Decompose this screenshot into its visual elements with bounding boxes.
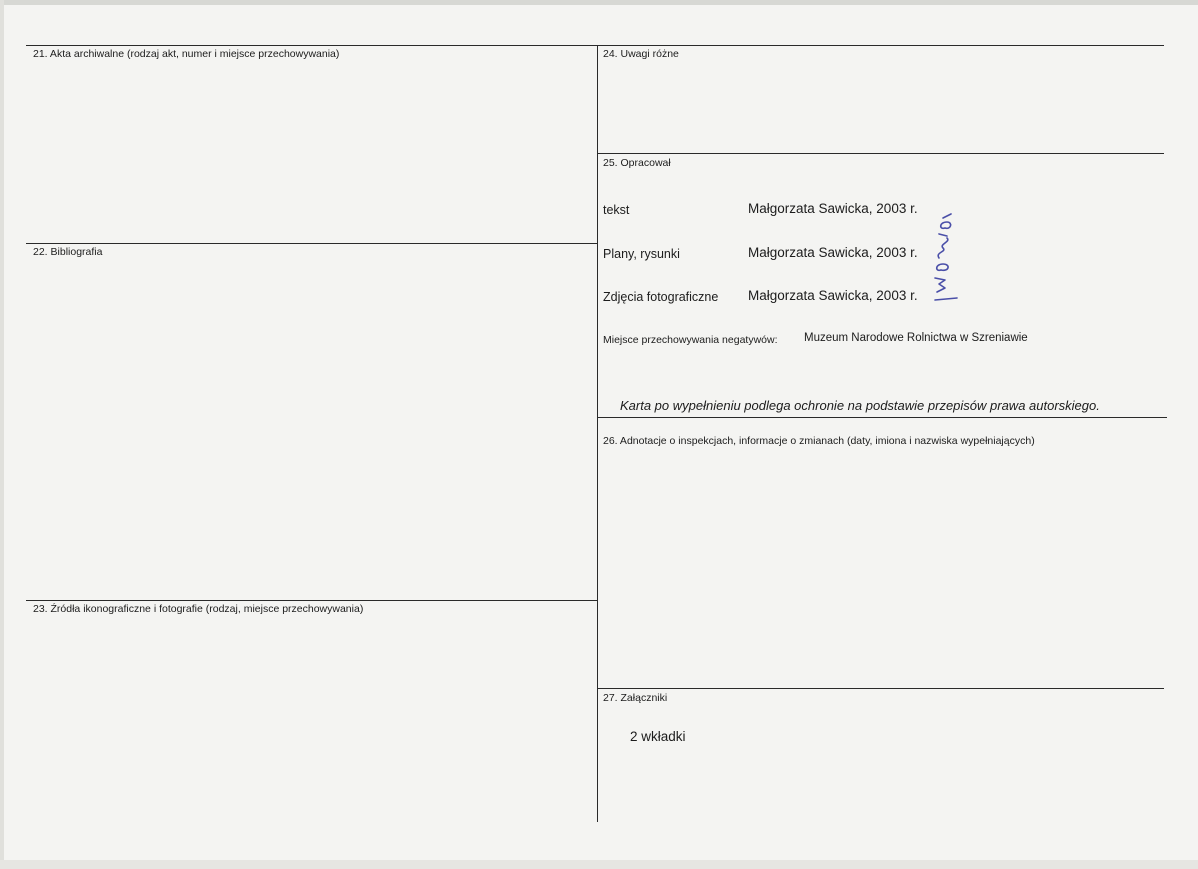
section-27-label: 27. Załączniki	[603, 692, 668, 704]
rule-27	[597, 688, 1164, 689]
author-photos-field: Zdjęcia fotograficzne	[603, 290, 719, 304]
attachments-value: 2 wkładki	[630, 729, 686, 744]
rule-column-divider	[597, 45, 598, 822]
rule-25	[597, 153, 1164, 154]
author-text-field: tekst	[603, 203, 630, 217]
handwritten-signature-image	[925, 212, 975, 304]
section-23-label: 23. Źródła ikonograficzne i fotografie (rodzaj, miejsce przechowywania)	[33, 603, 364, 615]
rule-top	[26, 45, 1164, 46]
author-text-value: Małgorzata Sawicka, 2003 r.	[748, 201, 918, 216]
copyright-note: Karta po wypełnieniu podlega ochronie na podstawie przepisów prawa autorskiego.	[620, 398, 1100, 413]
section-24-label: 24. Uwagi różne	[603, 48, 679, 60]
negatives-location-label: Miejsce przechowywania negatywów:	[603, 334, 778, 346]
scan-left-edge	[0, 0, 4, 869]
negatives-location-value: Muzeum Narodowe Rolnictwa w Szreniawie	[804, 332, 1028, 344]
section-21-label: 21. Akta archiwalne (rodzaj akt, numer i miejsce przechowywania)	[33, 48, 340, 60]
author-plans-value: Małgorzata Sawicka, 2003 r.	[748, 245, 918, 260]
section-26-label: 26. Adnotacje o inspekcjach, informacje o zmianach (daty, imiona i nazwiska wypełniających)	[603, 435, 1035, 447]
author-plans-field: Plany, rysunki	[603, 247, 680, 261]
author-photos-value: Małgorzata Sawicka, 2003 r.	[748, 288, 918, 303]
scan-bottom-edge	[0, 860, 1198, 869]
rule-22	[26, 243, 597, 244]
section-25-label: 25. Opracował	[603, 157, 671, 169]
rule-26	[597, 417, 1167, 418]
section-22-label: 22. Bibliografia	[33, 246, 103, 258]
rule-23	[26, 600, 597, 601]
scan-top-edge	[0, 0, 1198, 5]
